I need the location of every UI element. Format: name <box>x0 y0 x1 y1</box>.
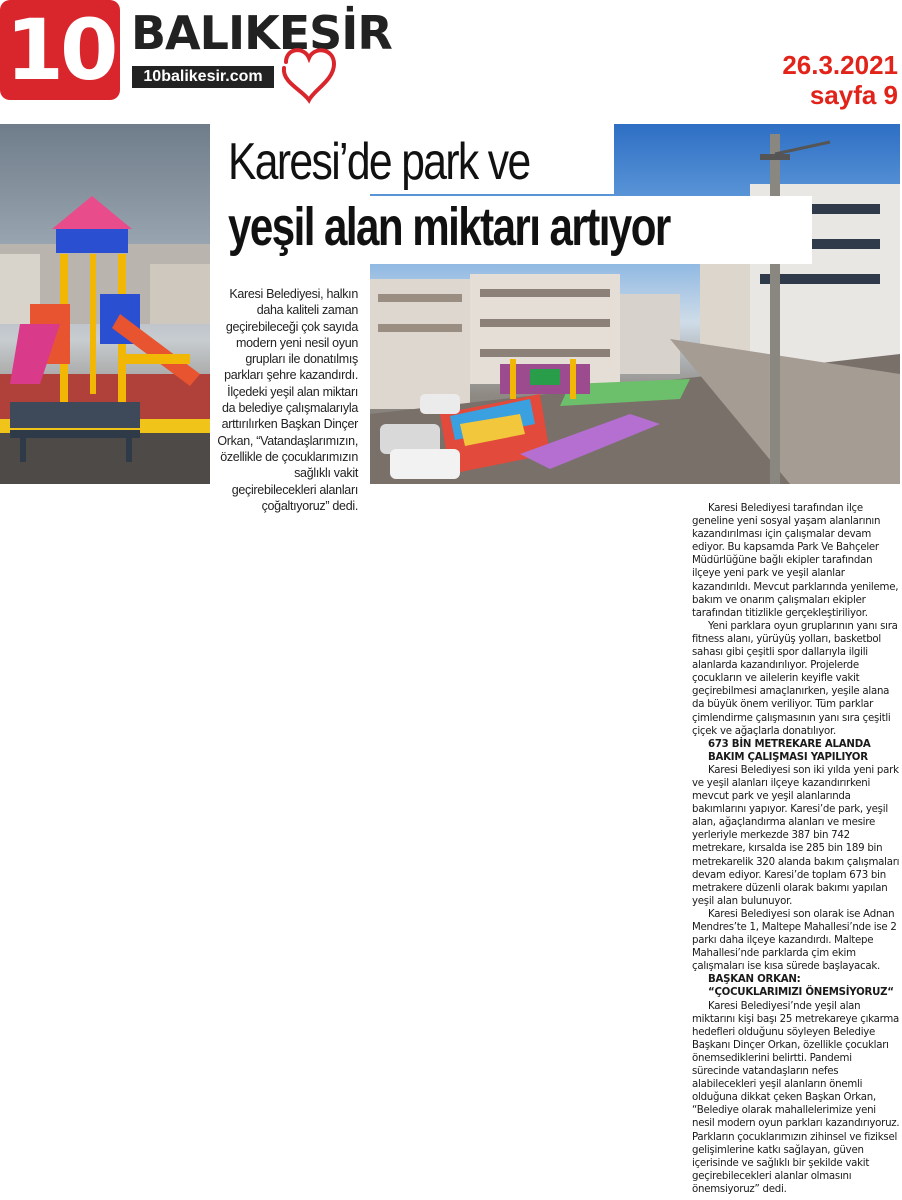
headline-line-2-box <box>210 196 812 264</box>
article-body <box>692 502 900 1196</box>
heart-icon <box>276 42 342 104</box>
headline-line-2: yeşil alan miktarı artıyor <box>228 197 670 257</box>
body-paragraph: Karesi Belediyesi’nde yeşil alan miktarını kişi başı 25 metrekareye çıkarma hedefleri olduğunu söyleyen Belediye Başkanı Dinçer Orkan, özellikle çocukları önemsediklerini belirtti. Pandemi sürecinde vatandaşların nefes alabilecekleri yeşil alanların önemli olduğuna dikkat çeken Başkan Orkan, “Belediye olarak mahallelerimize yeni nesil modern oyun parkları kazandırıyoruz. Parkların çocuklarımızın zihinsel ve fiziksel gelişimlerine katkı sağlayan, güven içerisinde ve sağlıklı bir şekilde vakit geçirebilecekleri alanlar olmasını önemsiyoruz” dedi. <box>692 1000 900 1195</box>
body-paragraph: Yeni parklara oyun gruplarının yanı sıra fitness alanı, yürüyüş yolları, basketbol sahası gibi çeşitli spor dallarıyla ilgili alanlarda kazandırılıyor. Projelerde çocukların ve ailelerin keyifle vakit geçirebilmesi amaçlanırken, yeşile alana da büyük önem veriliyor. Tüm parklar çimlendirme çalışmasının yanı sıra çeşitli çiçek ve ağaçlarla donatılıyor. <box>692 620 898 737</box>
headline-line-1: Karesi’de park ve <box>228 133 530 191</box>
playground-photo <box>0 124 210 484</box>
brand-name: BALIKESİR <box>131 6 392 60</box>
article-lead: Karesi Belediyesi, halkın daha kaliteli zaman geçirebileceği çok sayıda modern yeni nesil oyun grupları ile donatılmış parkları şehre kazandırdı. İlçedeki yeşil alan miktarı da belediye çalışmalarıyla arttırılırken Başkan Dinçer Orkan, “Vatandaşlarımızın, özellikle de çocuklarımızın sağlıklı vakit geçirebilecekleri alanları çoğaltıyoruz” dedi. <box>217 287 358 513</box>
publication-date: 26.3.2021 <box>782 50 898 80</box>
logo-badge: 10 <box>0 0 120 100</box>
subheading: 673 BİN METREKARE ALANDA <box>708 738 871 750</box>
subheading: BAŞKAN ORKAN: <box>708 974 801 986</box>
page-number: sayfa 9 <box>809 80 898 110</box>
headline-line-1-box <box>210 124 614 194</box>
subheading: “ÇOCUKLARIMIZI ÖNEMSİYORUZ“ <box>708 987 894 999</box>
body-paragraph: Karesi Belediyesi son iki yılda yeni park ve yeşil alanları ilçeye kazandırırkeni mevcut park ve yeşil alanlarında bakımlarını yapıyor. Karesi’de park, yeşil alan, ağaçlandırma alanları ve mesire yerleriyle merkezde 387 bin 742 metrekare, kırsalda ise 285 bin 189 bin metrekarelik 320 alanda bakım çalışmaları devam ediyor. Karesi’de toplam 673 bin metrakere düzenli olarak bakımı yapılan yeşil alan bulunuyor. <box>692 764 900 907</box>
body-paragraph: Karesi Belediyesi son olarak ise Adnan Mendres’te 1, Maltepe Mahallesi’nde ise 2 parkı daha ilçeye kazandırdı. Maltepe Mahallesi’nde parklarda çim ekim çalışmaları ise kısa sürede başlayacak. <box>692 908 897 973</box>
brand-url[interactable]: 10balikesir.com <box>132 66 274 88</box>
subheading: BAKIM ÇALIŞMASI YAPILIYOR <box>708 751 868 763</box>
body-paragraph: Karesi Belediyesi tarafından ilçe geneline yeni sosyal yaşam alanlarının kazandırılması için çalışmalar devam ediyor. Bu kapsamda Park Ve Bahçeler Müdürlüğüne bağlı ekipler tarafından ilçeye yeni park ve yeşil alanlar kazandırıldı. Mevcut parklarında yenileme, bakım ve onarım çalışmaları ekipler tarafından titizlikle gerçekleştiriliyor. <box>692 503 899 619</box>
